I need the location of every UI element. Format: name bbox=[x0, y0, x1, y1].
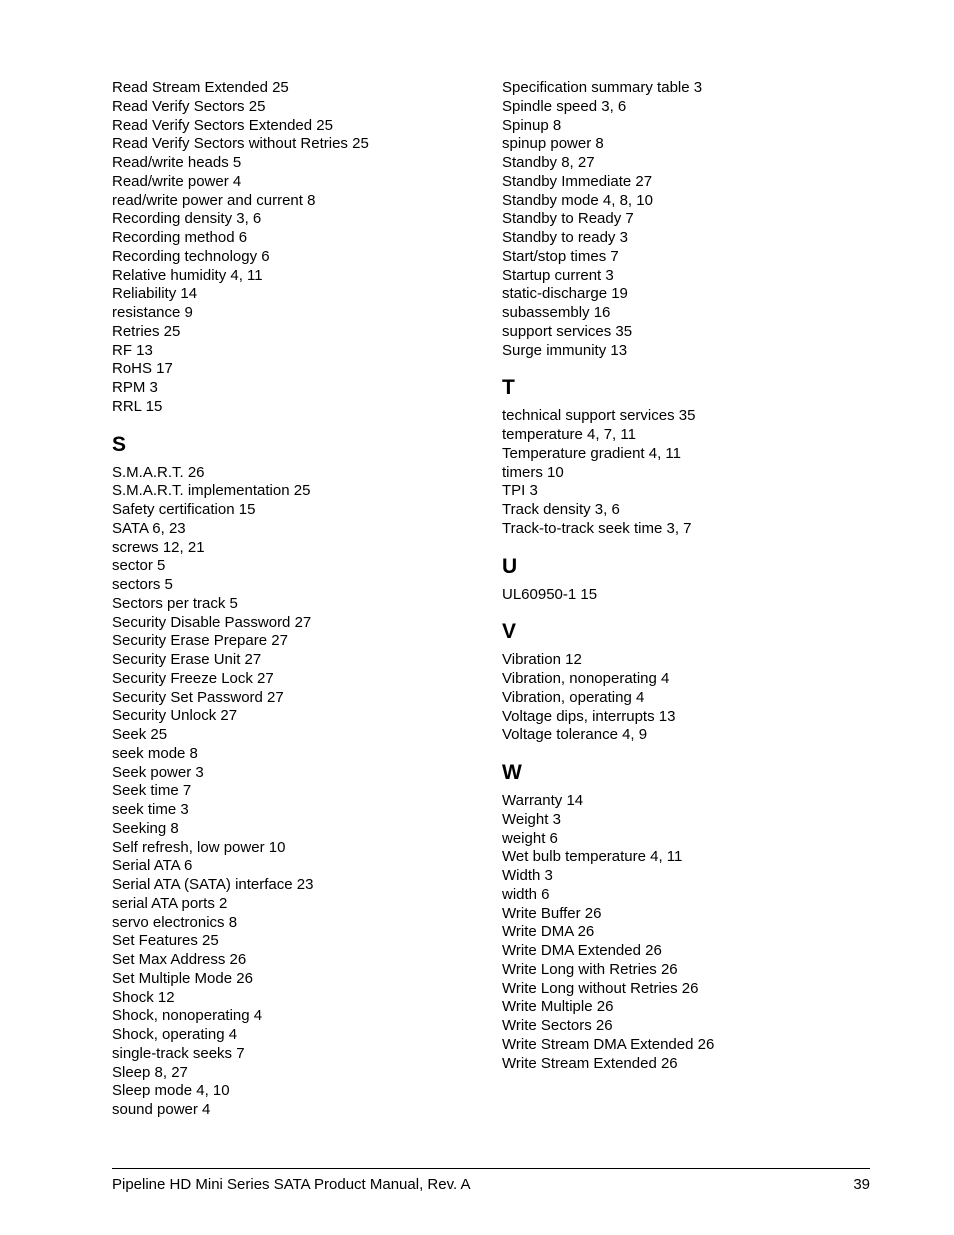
index-entry: Seek time 7 bbox=[112, 782, 192, 800]
index-entry: Seek 25 bbox=[112, 726, 168, 743]
index-entry: Read Verify Sectors 25 bbox=[112, 97, 266, 115]
index-entry: timers 10 bbox=[502, 463, 564, 481]
index-entry: Write Multiple 26 bbox=[502, 998, 614, 1016]
index-entry: support services 35 bbox=[502, 322, 633, 340]
index-entry: Security Set Password 27 bbox=[112, 688, 284, 706]
index-entry: Temperature gradient 4, 11 bbox=[502, 444, 681, 462]
index-entry: Startup current 3 bbox=[502, 266, 614, 284]
index-entry: weight 6 bbox=[502, 829, 558, 847]
index-entry: Seeking 8 bbox=[112, 819, 179, 837]
section-letter-t: T bbox=[502, 376, 515, 400]
index-entry: RF 13 bbox=[112, 341, 153, 359]
index-entry: S.M.A.R.T. 26 bbox=[112, 463, 205, 481]
index-entry: seek mode 8 bbox=[112, 744, 198, 762]
index-entry: Read/write heads 5 bbox=[112, 154, 242, 171]
index-entry: Security Unlock 27 bbox=[112, 707, 238, 725]
index-entry: Set Max Address 26 bbox=[112, 951, 247, 968]
index-entry: Vibration, nonoperating 4 bbox=[502, 670, 670, 687]
footer-divider bbox=[112, 1168, 870, 1169]
footer-document-title: Pipeline HD Mini Series SATA Product Manual, Rev. A bbox=[112, 1176, 471, 1193]
index-entry: Set Features 25 bbox=[112, 932, 219, 950]
index-entry: UL60950-1 15 bbox=[502, 585, 598, 603]
index-entry: serial ATA ports 2 bbox=[112, 894, 228, 912]
index-entry: Sectors per track 5 bbox=[112, 594, 238, 612]
index-entry: temperature 4, 7, 11 bbox=[502, 426, 636, 443]
index-column-right bbox=[502, 79, 882, 1073]
section-letter-w: W bbox=[502, 761, 522, 784]
index-entry: RoHS 17 bbox=[112, 360, 173, 378]
index-column-left bbox=[112, 79, 482, 1120]
index-entry: Write Sectors 26 bbox=[502, 1017, 613, 1034]
footer-page-number: 39 bbox=[853, 1176, 870, 1193]
index-entry: single-track seeks 7 bbox=[112, 1044, 245, 1062]
index-entry: Shock, nonoperating 4 bbox=[112, 1007, 263, 1025]
index-entry: Standby to Ready 7 bbox=[502, 210, 634, 228]
index-entry: Warranty 14 bbox=[502, 792, 584, 809]
index-entry: sector 5 bbox=[112, 557, 166, 575]
index-entry: Write Stream DMA Extended 26 bbox=[502, 1035, 715, 1053]
index-entry: Voltage dips, interrupts 13 bbox=[502, 707, 676, 725]
index-entry: Read Stream Extended 25 bbox=[112, 79, 289, 96]
index-entry: Recording technology 6 bbox=[112, 247, 270, 265]
index-entry: Set Multiple Mode 26 bbox=[112, 969, 253, 987]
index-entry: Surge immunity 13 bbox=[502, 341, 628, 359]
index-entry: Voltage tolerance 4, 9 bbox=[502, 726, 648, 744]
index-entry: Sleep 8, 27 bbox=[112, 1063, 188, 1081]
index-entry: Relative humidity 4, 11 bbox=[112, 266, 263, 284]
index-entry: Wet bulb temperature 4, 11 bbox=[502, 848, 683, 866]
index-entry: Width 3 bbox=[502, 867, 553, 884]
index-entry: Safety certification 15 bbox=[112, 501, 256, 518]
index-entry: Write Stream Extended 26 bbox=[502, 1054, 678, 1072]
index-entry: Read Verify Sectors without Retries 25 bbox=[112, 135, 369, 153]
index-entry: Standby 8, 27 bbox=[502, 154, 595, 171]
section-letter-v: V bbox=[502, 620, 517, 644]
index-entry: Standby to ready 3 bbox=[502, 229, 628, 246]
index-entry: Reliability 14 bbox=[112, 285, 198, 303]
index-entry: Vibration 12 bbox=[502, 651, 582, 669]
index-entry: sound power 4 bbox=[112, 1101, 211, 1118]
index-entry: Security Freeze Lock 27 bbox=[112, 669, 274, 687]
index-entry: resistance 9 bbox=[112, 304, 193, 321]
index-entry: Weight 3 bbox=[502, 810, 561, 828]
index-entry: Track-to-track seek time 3, 7 bbox=[502, 519, 692, 537]
index-entry: RPM 3 bbox=[112, 379, 158, 396]
index-entry: Write Buffer 26 bbox=[502, 904, 602, 922]
index-entry: screws 12, 21 bbox=[112, 538, 205, 556]
index-entry: technical support services 35 bbox=[502, 407, 696, 425]
index-entry: Write Long without Retries 26 bbox=[502, 979, 699, 997]
index-entry: Start/stop times 7 bbox=[502, 247, 619, 265]
section-letter-u: U bbox=[502, 554, 518, 578]
index-entry: Standby mode 4, 8, 10 bbox=[502, 191, 653, 209]
index-entry: static-discharge 19 bbox=[502, 285, 628, 303]
index-entry: Shock, operating 4 bbox=[112, 1026, 238, 1043]
index-entry: Write DMA 26 bbox=[502, 923, 595, 941]
index-entry: servo electronics 8 bbox=[112, 913, 238, 931]
index-entry: Security Disable Password 27 bbox=[112, 613, 312, 631]
index-entry: Seek power 3 bbox=[112, 763, 204, 781]
index-entry: Specification summary table 3 bbox=[502, 79, 703, 96]
index-entry: width 6 bbox=[502, 885, 550, 903]
index-entry: Recording density 3, 6 bbox=[112, 210, 262, 228]
index-entry: read/write power and current 8 bbox=[112, 191, 316, 209]
index-entry: Sleep mode 4, 10 bbox=[112, 1082, 230, 1100]
index-entry: subassembly 16 bbox=[502, 304, 611, 321]
index-entry: Security Erase Unit 27 bbox=[112, 651, 262, 668]
index-entry: Retries 25 bbox=[112, 322, 181, 340]
index-entry: Standby Immediate 27 bbox=[502, 172, 653, 190]
index-entry: S.M.A.R.T. implementation 25 bbox=[112, 482, 311, 500]
index-entry: Spinup 8 bbox=[502, 116, 562, 134]
index-entry: Self refresh, low power 10 bbox=[112, 838, 286, 856]
index-entry: Read/write power 4 bbox=[112, 172, 242, 190]
index-entry: spinup power 8 bbox=[502, 135, 604, 153]
section-letter-s: S bbox=[112, 432, 127, 456]
index-entry: Recording method 6 bbox=[112, 229, 248, 246]
index-entry: TPI 3 bbox=[502, 482, 538, 500]
index-entry: sectors 5 bbox=[112, 576, 173, 593]
index-entry: Write DMA Extended 26 bbox=[502, 942, 662, 959]
index-entry: Security Erase Prepare 27 bbox=[112, 632, 288, 650]
index-entry: RRL 15 bbox=[112, 397, 163, 415]
index-entry: Vibration, operating 4 bbox=[502, 688, 645, 706]
index-entry: SATA 6, 23 bbox=[112, 519, 186, 537]
index-entry: Serial ATA (SATA) interface 23 bbox=[112, 876, 314, 893]
index-entry: Spindle speed 3, 6 bbox=[502, 97, 627, 115]
index-entry: Write Long with Retries 26 bbox=[502, 960, 678, 978]
index-entry: Shock 12 bbox=[112, 988, 175, 1006]
index-entry: seek time 3 bbox=[112, 801, 189, 818]
index-entry: Track density 3, 6 bbox=[502, 501, 620, 518]
index-entry: Read Verify Sectors Extended 25 bbox=[112, 116, 333, 134]
index-entry: Serial ATA 6 bbox=[112, 857, 193, 875]
